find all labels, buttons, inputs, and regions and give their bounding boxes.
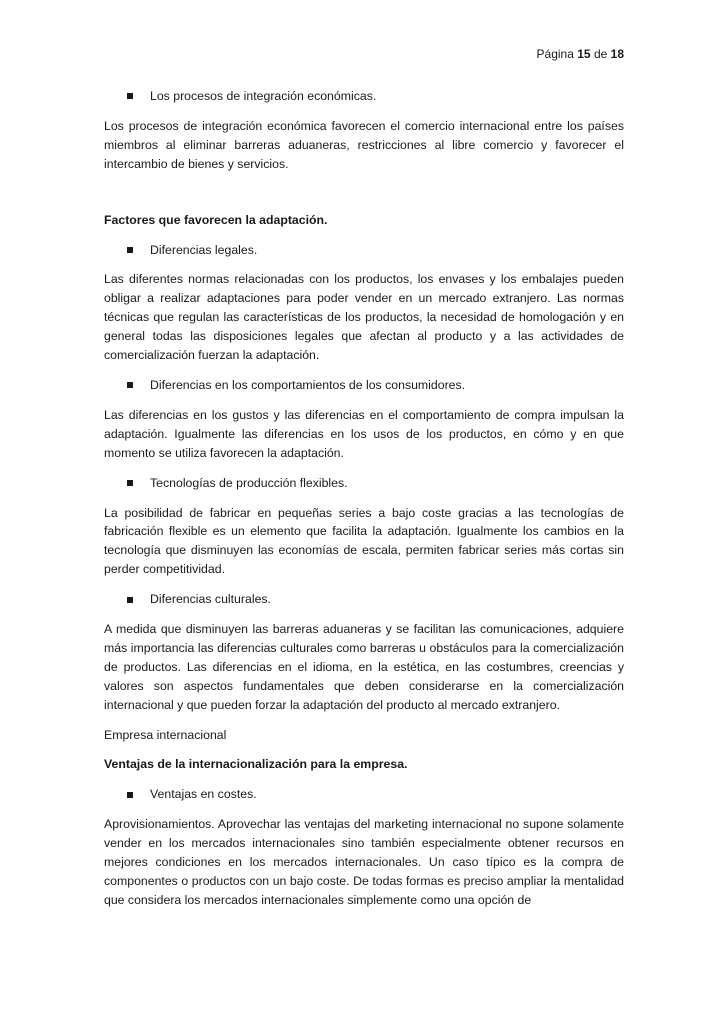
current-page-number: 15 xyxy=(577,47,591,61)
bullet-item xyxy=(104,590,624,609)
paragraph: La posibilidad de fabricar en pequeñas series a bajo coste gracias a las tecnologías de fabricación flexible es un elemento que facilita la adaptación. Igualmente los cambios en la tecnología que disminuyen las economías de escala, permiten fabricar series más cortas sin perder competitividad. xyxy=(104,505,624,577)
of-word: de xyxy=(593,47,608,61)
page-header xyxy=(537,46,624,62)
square-bullet-icon xyxy=(127,792,133,798)
square-bullet-icon xyxy=(127,93,133,99)
paragraph: Los procesos de integración económica favorecen el comercio internacional entre los países miembros al eliminar barreras aduaneras, restricciones al libre comercio y favorecer el intercambio de bienes y servicios. xyxy=(104,118,624,171)
square-bullet-icon xyxy=(127,247,133,253)
paragraph: Aprovisionamientos. Aprovechar las ventajas del marketing internacional no supone solamente vender en los mercados internacionales sino también especialmente obtener recursos en mejores condiciones en los mercados internacionales. Un caso típico es la compra de componentes o productos con un bajo coste. De todas formas es preciso ampliar la mentalidad que considera los mercados internacionales simplemente como una opción de xyxy=(104,817,624,907)
total-pages-number: 18 xyxy=(610,47,624,61)
bullet-item xyxy=(104,87,624,106)
bullet-text: Tecnologías de producción flexibles. xyxy=(150,475,348,490)
bullet-item xyxy=(104,785,624,804)
section-heading: Ventajas de la internacionalización para la empresa. xyxy=(104,757,408,772)
square-bullet-icon xyxy=(127,480,133,486)
spacer xyxy=(104,185,624,211)
bullet-text: Los procesos de integración económicas. xyxy=(150,89,377,103)
bullet-item xyxy=(104,474,624,493)
page-word: Página xyxy=(536,47,574,61)
paragraph: Las diferencias en los gustos y las diferencias en el comportamiento de compra impulsan la adaptación. Igualmente las diferencias en los usos de los productos, en cómo y en que momento se utiliza favorecen la adaptación. xyxy=(104,407,624,460)
square-bullet-icon xyxy=(127,597,133,603)
square-bullet-icon xyxy=(127,382,133,388)
bullet-text: Diferencias legales. xyxy=(150,242,258,257)
bullet-item xyxy=(104,241,624,260)
section-heading: Factores que favorecen la adaptación. xyxy=(104,212,328,227)
bullet-text: Ventajas en costes. xyxy=(150,787,257,802)
paragraph: Empresa internacional xyxy=(104,727,227,742)
page-body xyxy=(104,87,624,921)
paragraph: Las diferentes normas relacionadas con los productos, los envases y los embalajes pueden obligar a realizar adaptaciones para poder vender en un mercado extranjero. Las normas técnicas que regulan las características de los productos, la necesidad de homologación y en general todas las disposiciones legales que afectan al producto y a las actividades de comercialización fuerzan la adaptación. xyxy=(104,272,624,363)
bullet-text: Diferencias en los comportamientos de los consumidores. xyxy=(150,377,466,392)
paragraph: A medida que disminuyen las barreras aduaneras y se facilitan las comunicaciones, adquiere más importancia las diferencias culturales como barreras u obstáculos para la comercialización de productos. Las diferencias en el idioma, en la estética, en las costumbres, creencias y valores son aspectos fundamentales que deben considerarse en la comercialización internacional y que pueden forzar la adaptación del producto al mercado extranjero. xyxy=(104,622,624,712)
bullet-item xyxy=(104,376,624,395)
bullet-text: Diferencias culturales. xyxy=(150,592,271,607)
